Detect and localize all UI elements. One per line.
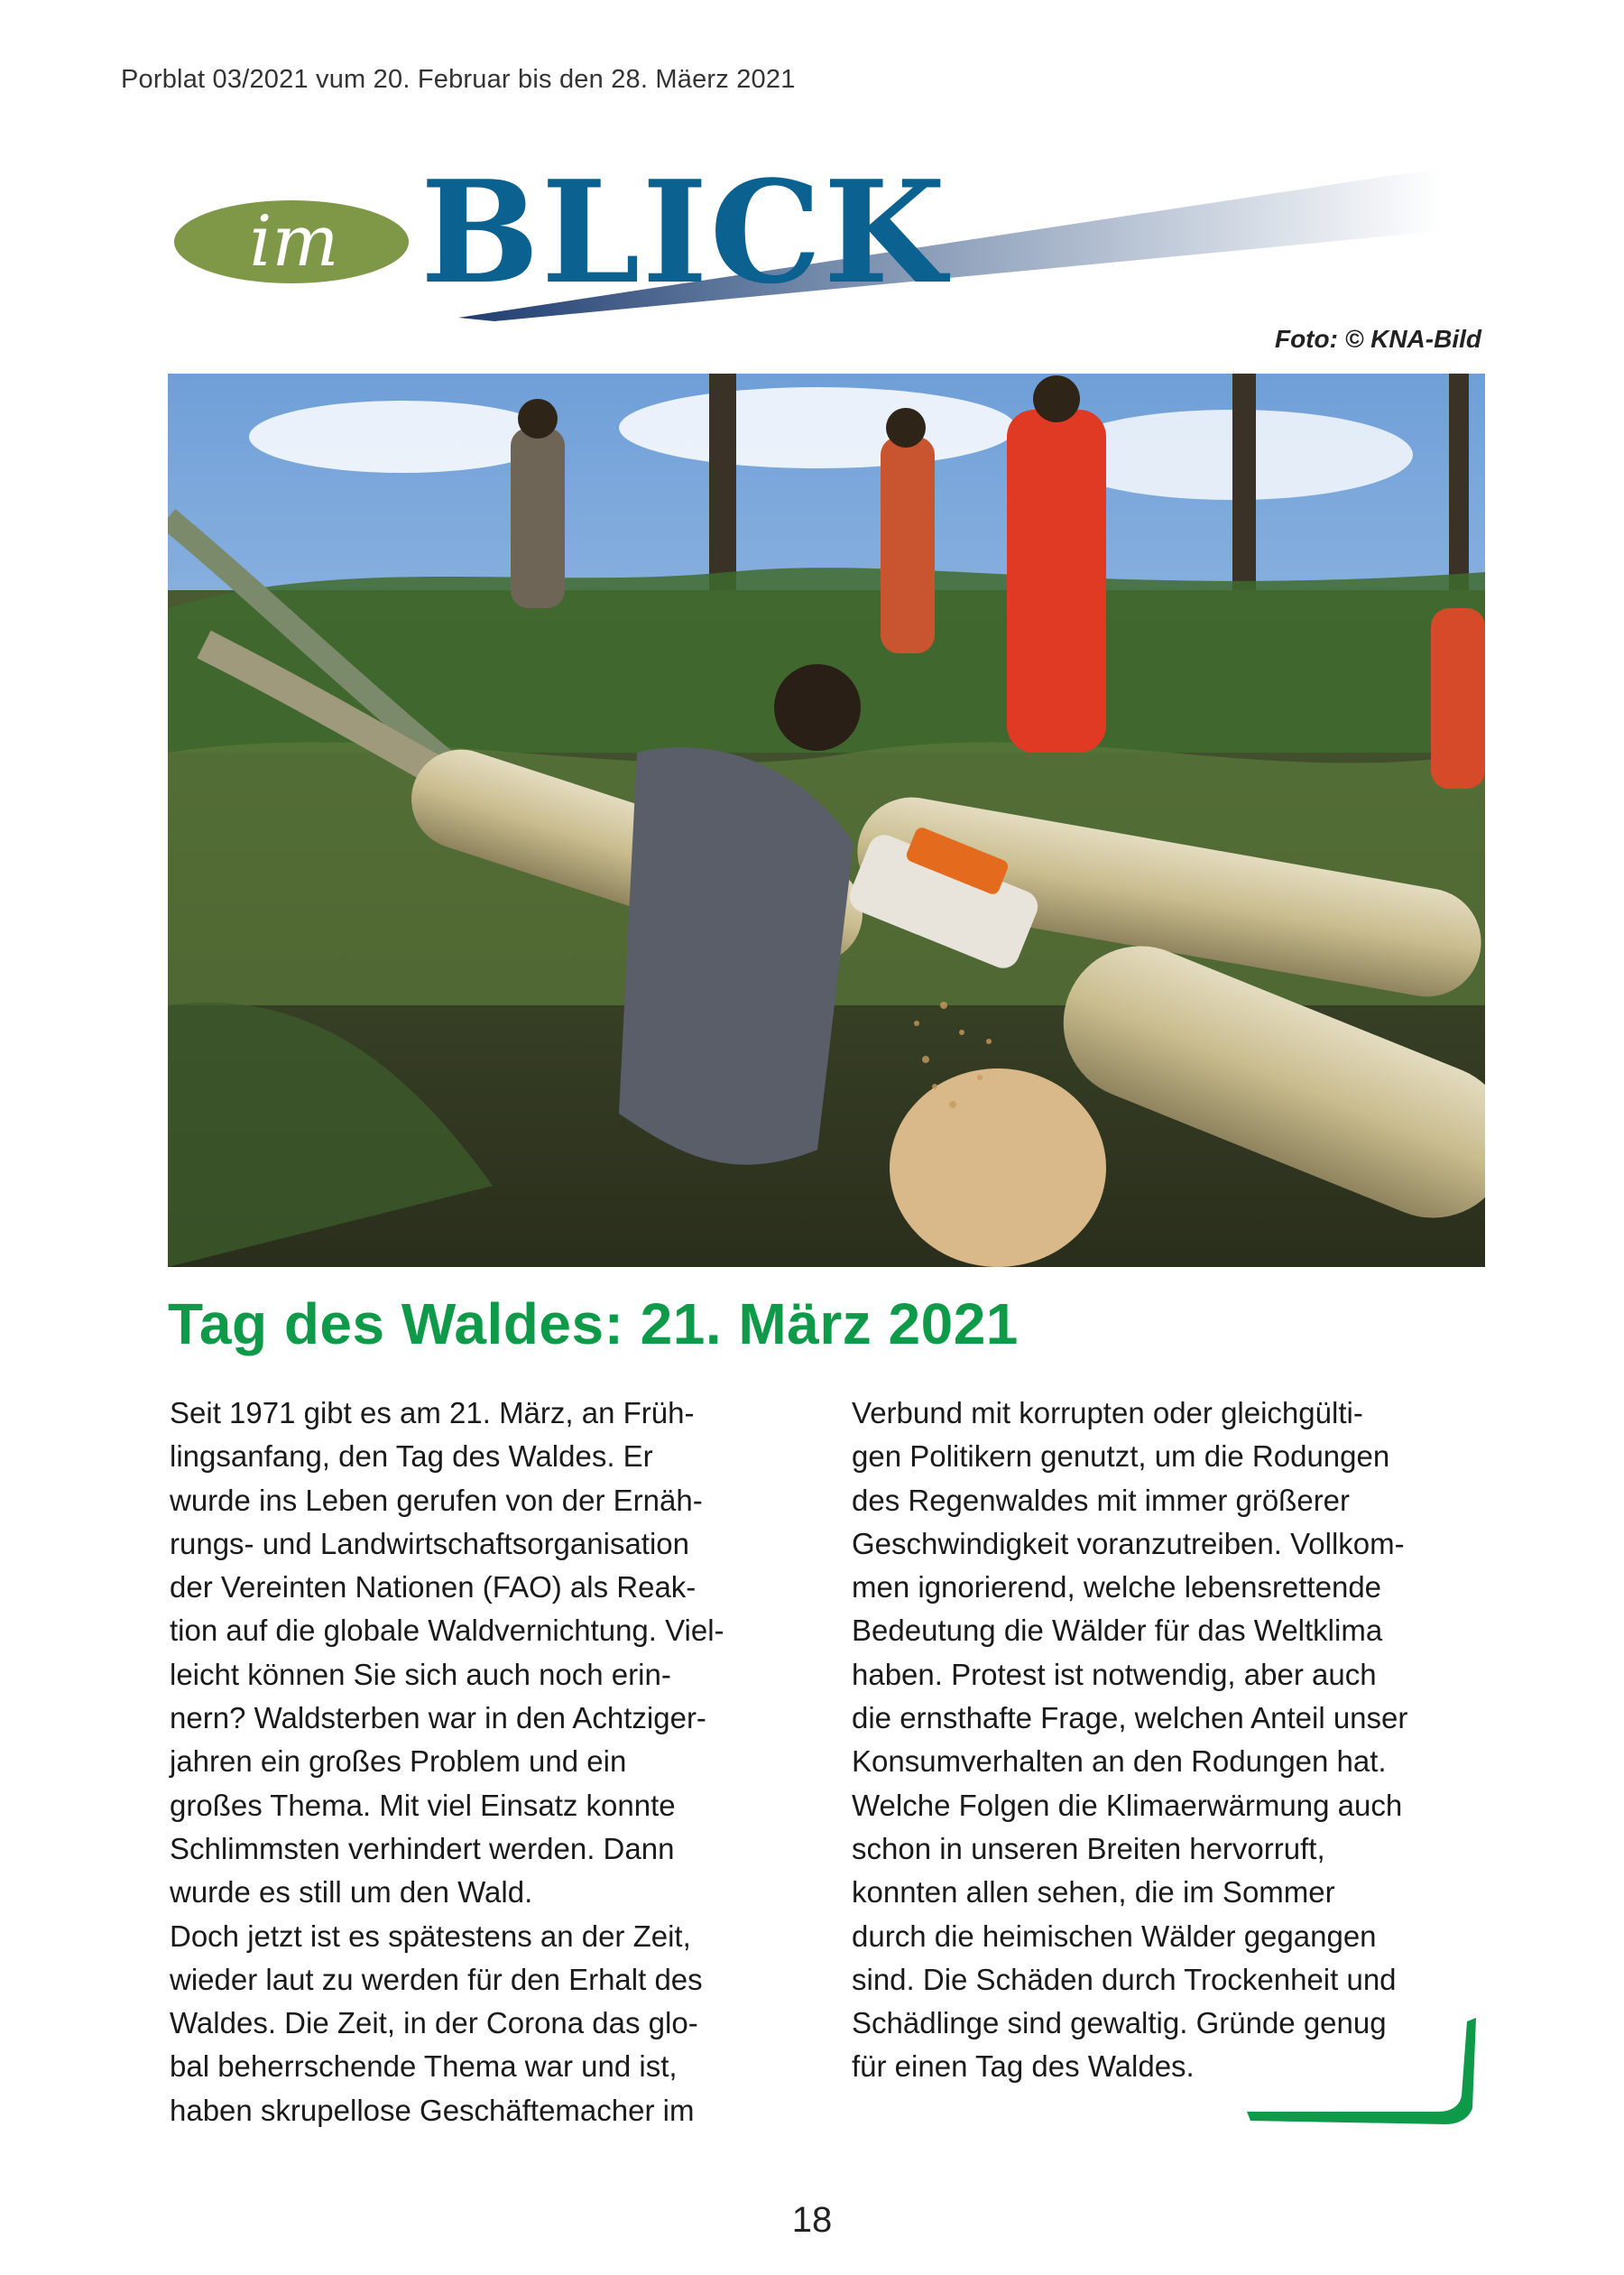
- text-line: tion auf die globale Waldvernichtung. Viel-: [170, 1614, 724, 1648]
- text-line: haben skrupellose Geschäftemacher im: [170, 2093, 695, 2127]
- text-line: für einen Tag des Waldes.: [852, 2049, 1195, 2084]
- end-mark-shape: [1247, 2018, 1476, 2124]
- text-line: Konsumverhalten an den Rodungen hat.: [852, 1744, 1387, 1779]
- worker-figure-red-overalls: [1007, 410, 1106, 753]
- text-line: Waldes. Die Zeit, in der Corona das glo-: [170, 2006, 698, 2040]
- page-number: 18: [791, 2200, 833, 2240]
- text-line: konnten allen sehen, die im Sommer: [852, 1875, 1335, 1910]
- text-line: wieder laut zu werden für den Erhalt des: [170, 1962, 703, 1996]
- text-line: des Regenwaldes mit immer größerer: [852, 1483, 1351, 1517]
- text-line: schon in unseren Breiten hervorruft,: [852, 1831, 1325, 1865]
- text-line: wurde ins Leben gerufen von der Ernäh-: [170, 1483, 703, 1517]
- text-line: rungs- und Landwirtschaftsorganisation: [170, 1526, 690, 1560]
- text-line: haben. Protest ist notwendig, aber auch: [852, 1657, 1377, 1691]
- text-line: Schädlinge sind gewaltig. Gründe genug: [852, 2006, 1387, 2040]
- logo-title-text: BLICK: [420, 153, 948, 315]
- logo-prefix-text: im: [249, 201, 339, 282]
- text-line: Schlimmsten verhindert werden. Dann: [170, 1831, 675, 1865]
- cloud: [619, 387, 1016, 468]
- text-line: sind. Die Schäden durch Trockenheit und: [852, 1962, 1397, 1996]
- text-line: jahren ein großes Problem und ein: [170, 1744, 627, 1779]
- article-end-mark: [1245, 2018, 1498, 2130]
- text-line: Doch jetzt ist es spätestens an der Zeit,: [170, 1919, 691, 1953]
- text-line: wurde es still um den Wald.: [170, 1875, 533, 1910]
- chainsaw-operator: [619, 747, 854, 1164]
- text-line: Bedeutung die Wälder für das Weltklima: [852, 1614, 1383, 1648]
- worker-head: [518, 399, 558, 439]
- worker-head: [886, 408, 926, 448]
- tree-trunk: [1232, 374, 1256, 608]
- article-headline: Tag des Waldes: 21. März 2021: [168, 1291, 1019, 1356]
- tree-trunk: [1449, 374, 1469, 590]
- photo-credit: Foto: © KNA-Bild: [1274, 325, 1481, 353]
- issue-header: Porblat 03/2021 vum 20. Februar bis den 28. Mäerz 2021: [121, 65, 796, 94]
- log-cut-face: [890, 1068, 1106, 1267]
- text-line: lingsanfang, den Tag des Waldes. Er: [170, 1439, 653, 1474]
- text-line: die ernsthafte Frage, welchen Anteil unser: [852, 1701, 1408, 1735]
- text-line: bal beherrschende Thema war und ist,: [170, 2049, 678, 2084]
- text-line: Welche Folgen die Klimaerwärmung auch: [852, 1788, 1403, 1822]
- text-line: nern? Waldsterben war in den Achtziger-: [170, 1701, 706, 1735]
- forest-clearing-photo: [168, 374, 1485, 1267]
- chainsaw-operator-head: [774, 664, 861, 751]
- article-column-left: [170, 1392, 801, 2132]
- text-line: Verbund mit korrupten oder gleichgülti-: [852, 1396, 1363, 1429]
- article-column-right: [852, 1392, 1483, 2089]
- cloud: [249, 401, 556, 473]
- text-line: großes Thema. Mit viel Einsatz konnte: [170, 1788, 676, 1822]
- worker-figure: [511, 428, 565, 608]
- text-line: leicht können Sie sich auch noch erin-: [170, 1657, 671, 1691]
- im-blick-logo: [170, 153, 1442, 325]
- text-line: Geschwindigkeit voranzutreiben. Vollkom-: [852, 1526, 1405, 1560]
- text-line: durch die heimischen Wälder gegangen: [852, 1919, 1377, 1953]
- worker-head: [1033, 375, 1080, 422]
- worker-figure: [1431, 608, 1485, 789]
- text-line: men ignorierend, welche lebensrettende: [852, 1570, 1382, 1605]
- worker-figure: [881, 437, 935, 653]
- text-line: gen Politikern genutzt, um die Rodungen: [852, 1439, 1390, 1474]
- text-line: Seit 1971 gibt es am 21. März, an Früh-: [170, 1396, 695, 1429]
- text-line: der Vereinten Nationen (FAO) als Reak-: [170, 1570, 697, 1605]
